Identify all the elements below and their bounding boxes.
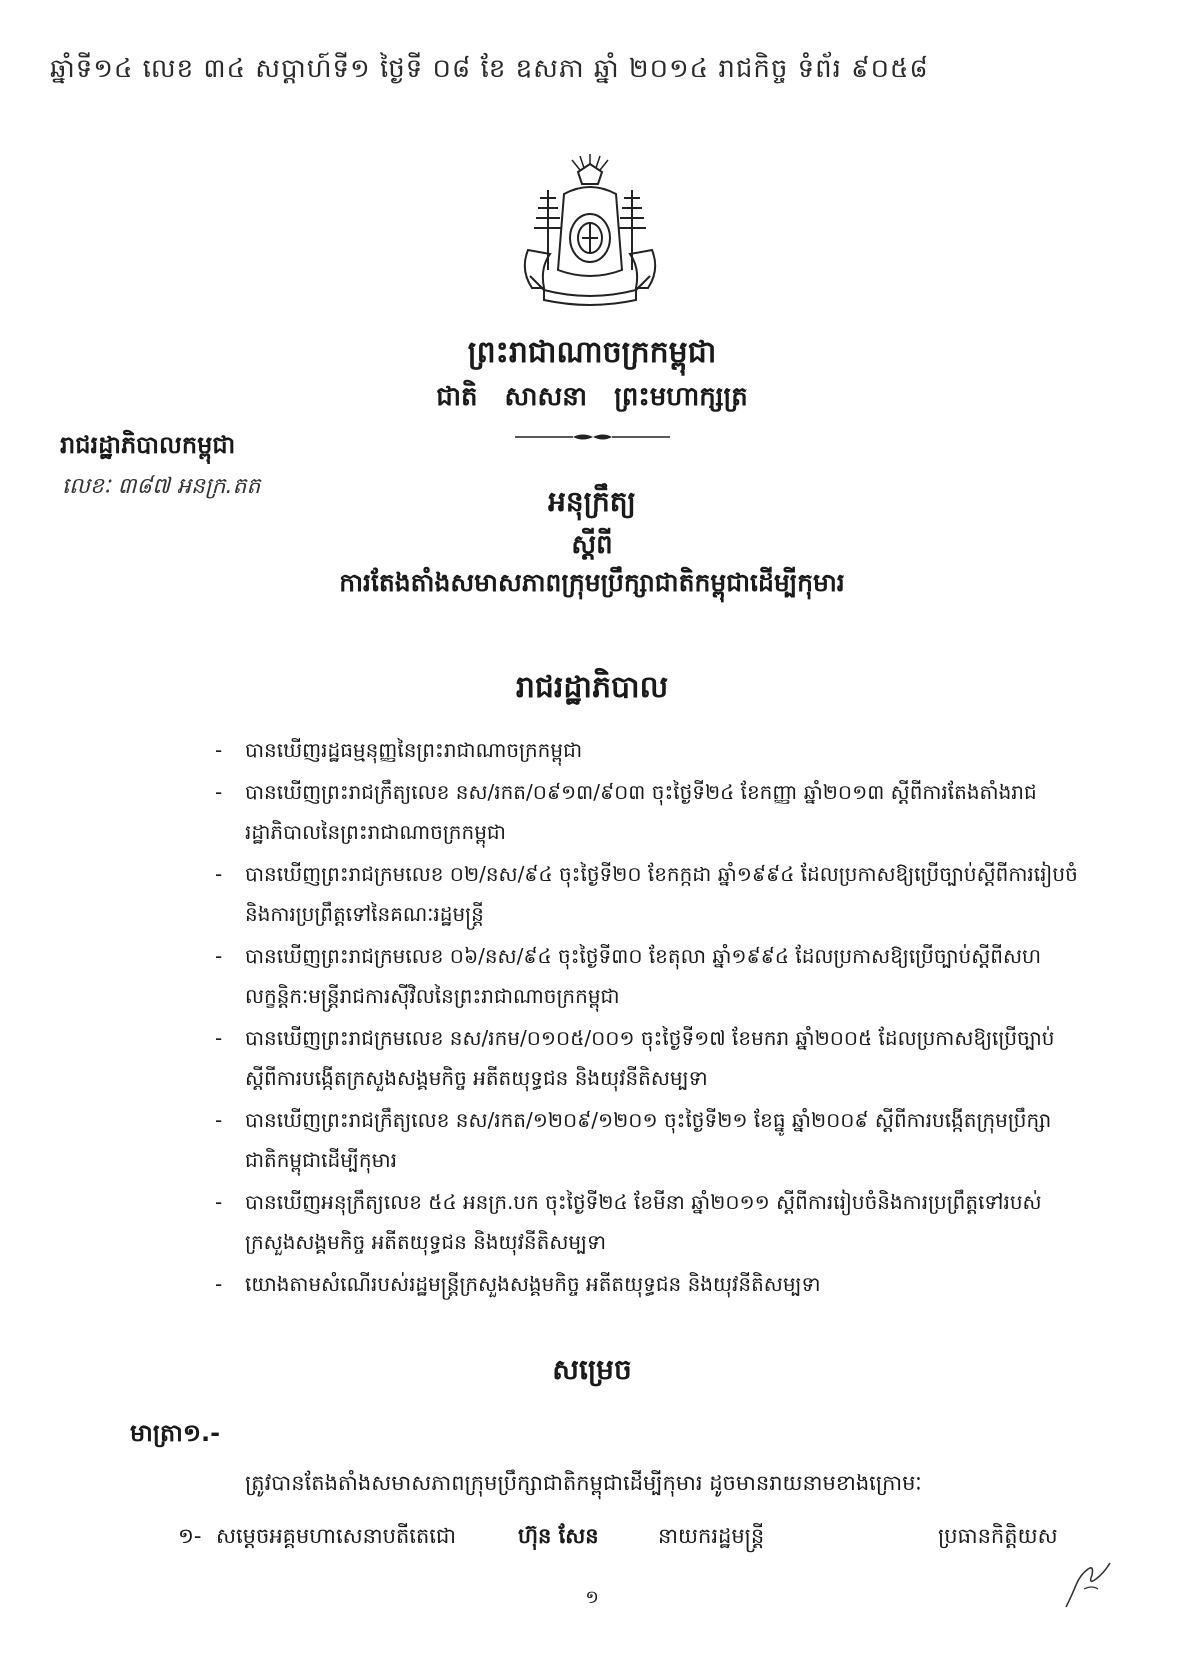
authority-heading: រាជរដ្ឋាភិបាល xyxy=(515,670,669,705)
initials-signature-icon xyxy=(1058,1555,1118,1610)
national-motto: ជាតិ សាសនា ព្រះមហាក្សត្រ xyxy=(436,382,748,412)
member-index: ១- xyxy=(178,1524,202,1548)
consideration-text: បានឃើញព្រះរាជក្រឹត្យលេខ នស/រកត/១២០៩/១២០១ ចុះថ្ងៃទី២១ ខែធ្នូ ឆ្នាំ២០០៩ ស្តីពីការបង្កើតក្រុមប្រឹក្សាជាតិកម្ពុជាដើម្បីកុមារ xyxy=(245,1108,1052,1172)
kingdom-title: ព្រះរាជាណាចក្រកម្ពុជា xyxy=(467,335,717,370)
list-item xyxy=(215,936,1080,1016)
about-label: ស្តីពី xyxy=(571,530,613,560)
considerations-list xyxy=(215,730,1080,1306)
member-row xyxy=(178,1523,1093,1563)
member-position: នាយករដ្ឋមន្ត្រី xyxy=(658,1524,765,1548)
bullet-dash: - xyxy=(215,1272,223,1296)
list-item xyxy=(215,1018,1080,1098)
issuing-authority: រាជរដ្ឋាភិបាលកម្ពុជា xyxy=(60,431,236,459)
member-role: ប្រធានកិត្តិយស xyxy=(938,1524,1058,1548)
list-item xyxy=(215,1264,1080,1304)
list-item xyxy=(215,1182,1080,1262)
list-item xyxy=(215,854,1080,934)
document-type: អនុក្រឹត្យ xyxy=(548,485,636,518)
royal-coat-of-arms-icon xyxy=(510,150,670,310)
reference-number: លេខៈ ៣៨៧ អនក្រ.តត xyxy=(62,474,261,499)
ornament-divider-icon xyxy=(515,432,670,442)
article-1-text: ត្រូវបានតែងតាំងសមាសភាពក្រុមប្រឹក្សាជាតិកម្ពុជាដើម្បីកុមារ ដូចមានរាយនាមខាងក្រោមៈ xyxy=(245,1471,922,1495)
consideration-text: បានឃើញព្រះរាជក្រមលេខ នស/រកម/០១០៥/០០១ ចុះថ្ងៃទី១៧ ខែមករា ឆ្នាំ២០០៥ ដែលប្រកាសឱ្យប្រើច្បាប់ស្តីពីការបង្កើតក្រសួងសង្គមកិច្ច អតីតយុទ្ធជន និងយុវនីតិសម្បទា xyxy=(245,1026,1055,1090)
consideration-text: បានឃើញព្រះរាជក្រមលេខ ០២/នស/៩៤ ចុះថ្ងៃទី២០ ខែកក្កដា ឆ្នាំ១៩៩៤ ដែលប្រកាសឱ្យប្រើច្បាប់ស្តីពីការរៀបចំនិងការប្រព្រឹត្តទៅនៃគណៈរដ្ឋមន្ត្រី xyxy=(245,862,1078,926)
document-subject: ការតែងតាំងសមាសភាពក្រុមប្រឹក្សាជាតិកម្ពុជាដើម្បីកុមារ xyxy=(339,568,845,597)
member-title: សម្តេចអគ្គមហាសេនាបតីតេជោ xyxy=(216,1524,456,1548)
article-1-label: មាត្រា១.- xyxy=(130,1419,221,1447)
consideration-text: បានឃើញអនុក្រឹត្យលេខ ៥៤ អនក្រ.បក ចុះថ្ងៃទី២៤ ខែមីនា ឆ្នាំ២០១១ ស្តីពីការរៀបចំនិងការប្រព្រឹត្តទៅរបស់ក្រសួងសង្គមកិច្ច អតីតយុទ្ធជន និងយុវនីតិសម្បទា xyxy=(245,1190,1042,1254)
consideration-text: បានឃើញព្រះរាជក្រឹត្យលេខ នស/រកត/០៩១៣/៩០៣ ចុះថ្ងៃទី២៤ ខែកញ្ញា ឆ្នាំ២០១៣ ស្តីពីការតែងតាំងរាជរដ្ឋាភិបាលនៃព្រះរាជាណាចក្រកម្ពុជា xyxy=(245,780,1037,844)
bullet-dash: - xyxy=(215,1108,223,1132)
list-item xyxy=(215,730,1080,770)
page-number: ១ xyxy=(585,1587,599,1608)
list-item xyxy=(215,1100,1080,1180)
bullet-dash: - xyxy=(215,780,223,804)
bullet-dash: - xyxy=(215,1190,223,1214)
bullet-dash: - xyxy=(215,862,223,886)
list-item xyxy=(215,772,1080,852)
consideration-text: បានឃើញរដ្ឋធម្មនុញ្ញនៃព្រះរាជាណាចក្រកម្ពុជា xyxy=(245,738,583,762)
consideration-text: បានឃើញព្រះរាជក្រមលេខ ០៦/នស/៩៤ ចុះថ្ងៃទី៣០ ខែតុលា ឆ្នាំ១៩៩៤ ដែលប្រកាសឱ្យប្រើច្បាប់ស្តីពីសហលក្ខន្តិកៈមន្ត្រីរាជការស៊ីវិលនៃព្រះរាជាណាចក្រកម្ពុជា xyxy=(245,944,1042,1008)
bullet-dash: - xyxy=(215,944,223,968)
consideration-text: យោងតាមសំណើរបស់រដ្ឋមន្ត្រីក្រសួងសង្គមកិច្ច អតីតយុទ្ធជន និងយុវនីតិសម្បទា xyxy=(245,1272,821,1296)
member-name: ហ៊ុន សែន xyxy=(518,1524,599,1548)
gazette-header: ឆ្នាំទី១៤ លេខ ៣៤ សប្តាហ៍ទី១ ថ្ងៃទី ០៨ ខែ ឧសភា ឆ្នាំ ២០១៤ រាជកិច្ច ទំព័រ ៩០៥៨ xyxy=(50,54,929,84)
decision-heading: សម្រេច xyxy=(552,1353,632,1386)
bullet-dash: - xyxy=(215,738,223,762)
bullet-dash: - xyxy=(215,1026,223,1050)
